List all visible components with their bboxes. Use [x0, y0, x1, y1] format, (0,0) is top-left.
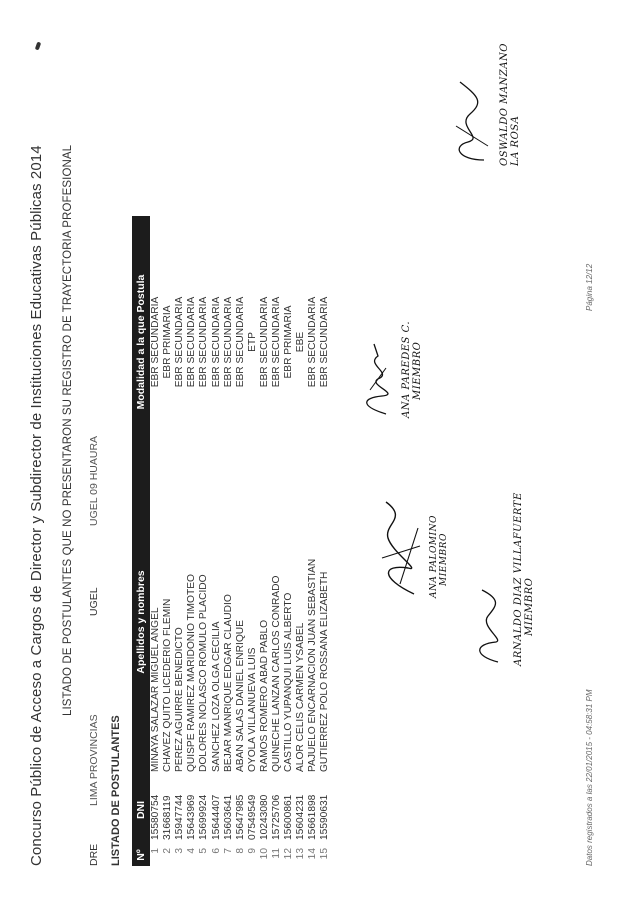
row-modality: ETP — [246, 332, 258, 352]
row-dni: 07549549 — [246, 794, 258, 840]
row-number: 12 — [283, 848, 295, 860]
list-title: LISTADO DE POSTULANTES — [110, 715, 122, 866]
table-row — [186, 216, 198, 866]
row-number: 13 — [295, 848, 307, 860]
signature-3 — [468, 492, 535, 666]
row-modality: EBR SECUNDARIA — [150, 296, 162, 388]
row-dni: 15604231 — [295, 794, 307, 840]
row-number: 7 — [222, 848, 234, 854]
footer-timestamp: Datos registrados a las 22/01/2015 - 04:58:31 PM — [585, 689, 594, 866]
row-number: 11 — [270, 848, 282, 859]
col-header-modality: Modalidad a la que Postula — [132, 216, 150, 468]
row-name: CASTILLO YUPANQUI LUIS ALBERTO — [283, 592, 295, 772]
row-dni: 15699924 — [198, 794, 210, 840]
dre-value: LIMA PROVINCIAS — [88, 714, 100, 806]
row-number: 1 — [150, 848, 162, 854]
row-modality: EBR SECUNDARIA — [210, 296, 222, 388]
row-modality: EBR SECUNDARIA — [258, 296, 270, 388]
table-row — [174, 216, 186, 866]
row-dni: 15947744 — [174, 794, 186, 840]
table-row — [150, 216, 162, 866]
row-dni: 15661898 — [307, 794, 319, 840]
row-name: QUISPE RAMIREZ MARIDONIO TIMOTEO — [186, 574, 198, 772]
row-dni: 15725706 — [270, 794, 282, 840]
document-title: Concurso Público de Acceso a Cargos de Director y Subdirector de Instituciones Educativas Públicas 2014 — [28, 145, 45, 866]
row-dni: 15644407 — [210, 794, 222, 840]
row-modality: EBR SECUNDARIA — [198, 296, 210, 388]
row-number: 5 — [198, 848, 210, 854]
row-name: DOLORES NOLASCO ROMULO PLACIDO — [198, 574, 210, 772]
signature-2-name: ANA PALOMINO — [429, 515, 439, 598]
table-row — [295, 216, 307, 866]
row-name: ALOR CELIS CARMEN YSABEL — [295, 622, 307, 772]
row-modality: EBR PRIMARIA — [162, 305, 174, 379]
table-row — [283, 216, 295, 866]
row-number: 3 — [174, 848, 186, 854]
row-modality: EBE — [295, 331, 307, 353]
row-number: 4 — [186, 848, 198, 854]
row-number: 15 — [319, 848, 331, 860]
dre-label: DRE — [88, 843, 100, 866]
table-row — [235, 216, 247, 866]
row-modality: EBR SECUNDARIA — [319, 296, 331, 388]
row-name: RAMOS ROMERO ABAD PABLO — [258, 619, 270, 772]
table-row — [319, 216, 331, 866]
row-name: PAJUELO ENCARNACION JUAN SEBASTIAN — [307, 558, 319, 772]
row-dni: 15580754 — [150, 794, 162, 840]
row-name: QUINECHE LANZAN CARLOS CONRADO — [270, 575, 282, 772]
row-number: 14 — [307, 848, 319, 860]
signature-1-scribble — [356, 323, 396, 418]
table-row — [271, 216, 283, 866]
signature-3-scribble — [468, 586, 508, 666]
table-row — [259, 216, 271, 866]
signature-1 — [356, 321, 423, 418]
signature-4 — [448, 26, 521, 166]
row-dni: 15643969 — [186, 794, 198, 840]
col-header-number: Nº — [132, 844, 150, 866]
row-name: SANCHEZ LOZA OLGA CECILIA — [210, 621, 222, 772]
ugel-label: UGEL — [88, 587, 100, 616]
table-row — [162, 216, 174, 866]
signature-4-name: OSWALDO MANZANO LA ROSA — [499, 43, 521, 166]
row-modality: EBR SECUNDARIA — [222, 296, 234, 388]
row-modality: EBR SECUNDARIA — [234, 296, 246, 388]
signature-2-role: MIEMBRO — [439, 533, 449, 586]
row-name: PEREZ AGUIRRE BENEDICTO — [174, 627, 186, 772]
table-row — [210, 216, 222, 866]
document-subtitle: LISTADO DE POSTULANTES QUE NO PRESENTARON SU REGISTRO DE TRAYECTORIA PROFESIONAL — [62, 144, 74, 716]
signature-3-name: ARNALDO DIAZ VILLAFUERTE — [513, 492, 524, 666]
document-page — [28, 26, 618, 866]
signature-2 — [378, 488, 449, 598]
postulantes-table — [132, 216, 331, 866]
row-modality: EBR PRIMARIA — [283, 305, 295, 379]
row-modality: EBR SECUNDARIA — [307, 296, 319, 388]
row-number: 8 — [234, 848, 246, 854]
row-number: 10 — [258, 848, 270, 860]
signature-4-scribble — [448, 76, 494, 166]
signature-3-role: MIEMBRO — [524, 577, 535, 636]
row-name: BEJAR MANRIQUE EDGAR CLAUDIO — [222, 594, 234, 772]
row-name: MINAYA SALAZAR MIGUEL ANGEL — [150, 607, 162, 772]
signature-2-scribble — [378, 488, 424, 598]
row-modality: EBR SECUNDARIA — [174, 296, 186, 388]
row-number: 2 — [162, 848, 174, 854]
footer-page-number: Página 12/12 — [585, 263, 594, 311]
table-header-row — [132, 216, 150, 866]
row-dni: 15647985 — [234, 794, 246, 840]
row-dni: 15590631 — [319, 794, 331, 840]
row-modality: EBR SECUNDARIA — [186, 296, 198, 388]
table-row — [247, 216, 259, 866]
row-name: GUTIERREZ POLO ROSSANA ELIZABETH — [319, 571, 331, 772]
table-row — [223, 216, 235, 866]
row-dni: 10243080 — [258, 794, 270, 840]
row-number: 9 — [246, 848, 258, 854]
row-dni: 15600861 — [283, 794, 295, 840]
col-header-dni: DNI — [132, 776, 150, 844]
row-dni: 15603641 — [222, 794, 234, 840]
row-number: 6 — [210, 848, 222, 854]
row-name: CHAVEZ QUITO LICEDERIO FLEMIN — [162, 598, 174, 772]
ugel-value: UGEL 09 HUAURA — [88, 435, 100, 526]
row-modality: EBR SECUNDARIA — [270, 296, 282, 388]
col-header-name: Apellidos y nombres — [132, 468, 150, 776]
table-row — [307, 216, 319, 866]
signature-1-name: ANA PAREDES C. — [401, 320, 412, 418]
row-name: ABAN SALAS DANIEL ENRIQUE — [234, 620, 246, 772]
row-name: OYOLA VILLANUEVA LUIS — [246, 647, 258, 772]
table-row — [198, 216, 210, 866]
row-dni: 31668119 — [162, 795, 174, 840]
signature-1-role: MIEMBRO — [412, 341, 423, 400]
